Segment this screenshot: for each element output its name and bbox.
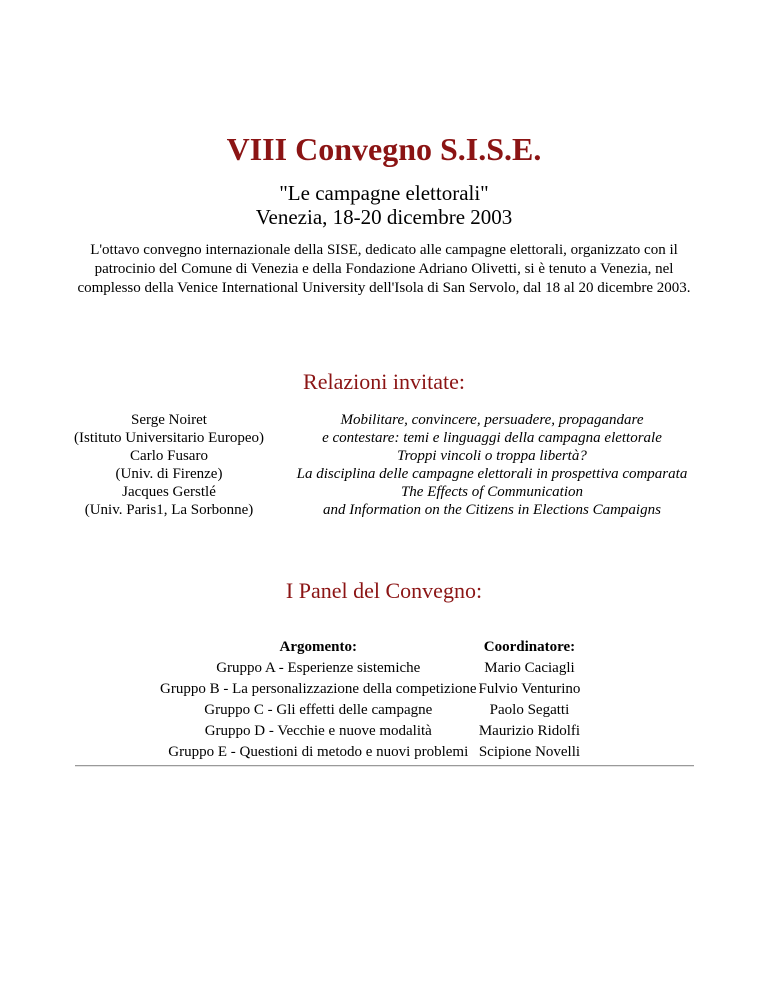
subtitle-place-date: Venezia, 18-20 dicembre 2003 <box>255 205 513 229</box>
talk-row <box>64 411 704 429</box>
speaker-name: Carlo Fusaro <box>130 448 208 464</box>
talk-row <box>64 447 704 465</box>
talk-title: The Effects of Communication <box>400 484 584 500</box>
talk-title: Troppi vincoli o troppa libertà? <box>397 448 587 464</box>
table-row <box>160 658 580 679</box>
talk-row <box>64 501 704 519</box>
subtitle-theme: "Le campagne elettorali" <box>279 181 489 205</box>
talk-row <box>64 465 704 483</box>
panels-heading: I Panel del Convegno: <box>285 578 483 603</box>
table-row <box>160 700 580 721</box>
horizontal-divider <box>75 765 694 767</box>
table-row <box>160 679 580 700</box>
panel-coordinator: Fulvio Venturino <box>478 681 581 697</box>
panel-topic: Gruppo A - Esperienze sistemiche <box>216 660 421 676</box>
talk-title: and Information on the Citizens in Elections Campaigns <box>323 502 661 518</box>
panel-coordinator: Maurizio Ridolfi <box>478 723 581 739</box>
panels-header-row <box>160 637 580 658</box>
conference-subtitle <box>0 181 768 229</box>
column-header-coordinator: Coordinatore: <box>483 639 576 655</box>
intro-paragraph: L'ottavo convegno internazionale della SISE, dedicato alle campagne elettorali, organizzato con il patrocinio del Comune di Venezia e della Fondazione Adriano Olivetti, si è tenuto a Venezia, nel complesso della Venice International University dell'Isola di San Servolo, dal 18 al 20 dicembre 2003. <box>77 242 691 296</box>
talk-title: e contestare: temi e linguaggi della campagna elettorale <box>322 430 662 446</box>
table-row <box>160 721 580 742</box>
speaker-name: Serge Noiret <box>131 412 207 428</box>
panel-coordinator: Mario Caciagli <box>484 660 575 676</box>
speaker-name: Jacques Gerstlé <box>122 484 216 500</box>
talk-title: La disciplina delle campagne elettorali in prospettiva comparata <box>296 466 688 482</box>
panel-coordinator: Scipione Novelli <box>478 744 581 760</box>
panel-topic: Gruppo C - Gli effetti delle campagne <box>204 702 433 718</box>
invited-talks-heading: Relazioni invitate: <box>303 369 465 394</box>
page-title: VIII Convegno S.I.S.E. <box>226 131 542 167</box>
panels-table <box>160 637 580 763</box>
panel-topic: Gruppo E - Questioni di metodo e nuovi problemi <box>168 744 469 760</box>
invited-talks-table <box>64 411 704 519</box>
talk-title: Mobilitare, convincere, persuadere, propagandare <box>340 412 644 428</box>
panel-coordinator: Paolo Segatti <box>489 702 570 718</box>
speaker-affiliation: (Istituto Universitario Europeo) <box>74 430 264 446</box>
speaker-affiliation: (Univ. Paris1, La Sorbonne) <box>84 502 254 518</box>
panel-topic: Gruppo B - La personalizzazione della competizione <box>160 681 477 697</box>
column-header-topic: Argomento: <box>279 639 358 655</box>
table-row <box>160 742 580 763</box>
panel-topic: Gruppo D - Vecchie e nuove modalità <box>204 723 432 739</box>
speaker-affiliation: (Univ. di Firenze) <box>115 466 223 482</box>
talk-row <box>64 483 704 501</box>
talk-row <box>64 429 704 447</box>
